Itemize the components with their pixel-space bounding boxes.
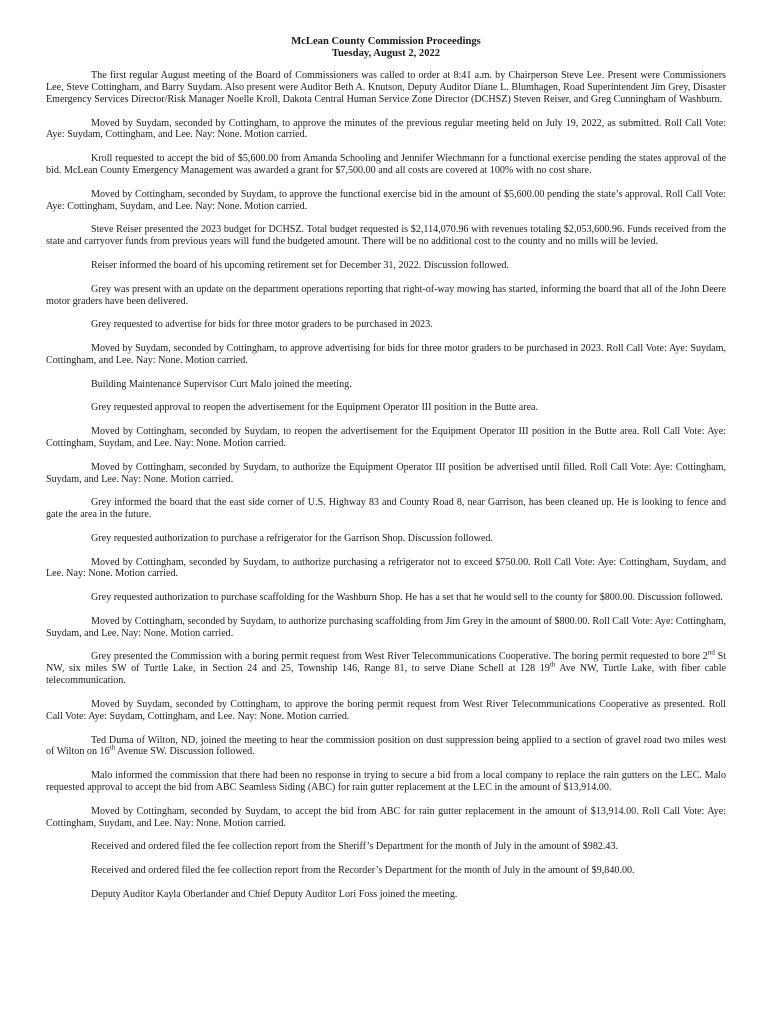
paragraph-exercise-bid-motion: Moved by Cottingham, seconded by Suydam, to approve the functional exercise bid in the amount of $5,600.00 pending the state’s approval. Roll Call Vote: Aye: Cottingham, Suydam, and Lee. Nay: None. Motion carried. (46, 188, 726, 212)
paragraph-operator-reopen-motion: Moved by Cottingham, seconded by Suydam, to reopen the advertisement for the Equipment Operator III position in the Butte area. Roll Call Vote: Aye: Cottingham, Suydam, and Lee. Nay: None. Motion carried. (46, 425, 726, 449)
paragraph-refrigerator-request: Grey requested authorization to purchase a refrigerator for the Garrison Shop. Discussion followed. (91, 532, 493, 544)
dust-sup-1: th (109, 744, 116, 753)
paragraph-road-update: Grey was present with an update on the department operations reporting that right-of-way mowing has started, informing the board that all of the John Deere motor graders have been delivered. (46, 283, 726, 307)
paragraph-rain-gutter-request: Malo informed the commission that there had been no response in trying to secure a bid from a local company to replace the rain gutters on the LEC. Malo requested approval to accept the bid from ABC Seamless Siding (ABC) for rain gutter replacement at the LEC in the amount of $13,914.00. (46, 770, 726, 794)
paragraph-boring-permit-request (46, 651, 726, 687)
paragraph-minutes-approval: Moved by Suydam, seconded by Cottingham, to approve the minutes of the previous regular meeting held on July 19, 2022, as submitted. Roll Call Vote: Aye: Suydam, Cottingham, and Lee. Nay: None. Motion carried. (46, 117, 726, 141)
paragraph-dchsz-budget: Steve Reiser presented the 2023 budget for DCHSZ. Total budget requested is $2,114,070.96 with revenues totaling $2,053,600.96. Funds received from the state and carryover funds from previous years will fund the budgeted amount. There will be no additional cost to the county and no mills will be levied. (46, 224, 726, 248)
paragraph-recorder-fee-report: Received and ordered filed the fee collection report from the Recorder’s Department for the month of July in the amount of $9,840.00. (91, 865, 635, 877)
paragraph-scaffolding-request: Grey requested authorization to purchase scaffolding for the Washburn Shop. He has a set that he would sell to the county for $800.00. Discussion followed. (91, 592, 723, 604)
document-date: Tuesday, August 2, 2022 (331, 48, 441, 59)
paragraph-scaffolding-motion: Moved by Cottingham, seconded by Suydam, to authorize purchasing scaffolding from Jim Grey in the amount of $800.00. Roll Call Vote: Aye: Cottingham, Suydam, and Lee. Nay: None. Motion carried. (46, 615, 726, 639)
boring-text-3: Ave NW, Turtle Lake, with fiber cable telecommunication. (46, 663, 726, 687)
paragraph-operator-advertise-motion: Moved by Cottingham, seconded by Suydam, to authorize the Equipment Operator III position be advertised until filled. Roll Call Vote: Aye: Cottingham, Suydam, and Lee. Nay: None. Motion carried. (46, 461, 726, 485)
paragraph-highway-cleanup: Grey informed the board that the east side corner of U.S. Highway 83 and County Road 8, near Garrison, has been cleaned up. He is looking to fence and gate the area in the future. (46, 497, 726, 521)
paragraph-auditors-joined: Deputy Auditor Kayla Oberlander and Chief Deputy Auditor Lori Foss joined the meeting. (91, 888, 458, 900)
paragraph-exercise-bid-request: Kroll requested to accept the bid of $5,600.00 from Amanda Schooling and Jennifer Wiechmann for a functional exercise pending the states approval of the bid. McLean County Emergency Management was awarded a grant for $7,500.00 and all costs are covered at 100% with no cost share. (46, 153, 726, 177)
paragraph-grader-bid-motion: Moved by Suydam, seconded by Cottingham, to approve advertising for bids for three motor graders to be purchased in 2023. Roll Call Vote: Aye: Suydam, Cottingham, and Lee. Nay: None. Motion carried. (46, 342, 726, 366)
boring-sup-1: nd (707, 649, 715, 658)
paragraph-call-to-order: The first regular August meeting of the Board of Commissioners was called to order at 8:41 a.m. by Chairperson Steve Lee. Present were Commissioners Lee, Steve Cottingham, and Barry Suydam. Also present were Auditor Beth A. Knutson, Deputy Auditor Diane L. Blumhagen, Road Superintendent Jim Grey, Disaster Emergency Services Director/Risk Manager Noelle Kroll, Dakota Central Human Service Zone Director (DCHSZ) Steven Reiser, and Greg Cunningham of Washburn. (46, 70, 726, 105)
dust-text-2: Avenue SW. Discussion followed. (115, 746, 255, 758)
paragraph-dust-suppression (46, 735, 726, 759)
paragraph-operator-request: Grey requested approval to reopen the advertisement for the Equipment Operator III position in the Butte area. (91, 402, 539, 414)
document-page (46, 36, 726, 913)
paragraph-refrigerator-motion: Moved by Cottingham, seconded by Suydam, to authorize purchasing a refrigerator not to exceed $750.00. Roll Call Vote: Aye: Cottingham, Suydam, and Lee. Nay: None. Motion carried. (46, 556, 726, 580)
proceedings-body (46, 70, 726, 901)
dust-text-1: Ted Duma of Wilton, ND, joined the meeting to hear the commission position on dust suppression being applied to a section of gravel road two miles west of Wilton on 16 (46, 734, 726, 758)
paragraph-malo-joined: Building Maintenance Supervisor Curt Malo joined the meeting. (91, 378, 352, 390)
paragraph-grader-bid-request: Grey requested to advertise for bids for three motor graders to be purchased in 2023. (91, 319, 433, 331)
boring-text-1: Grey presented the Commission with a boring permit request from West River Telecommunications Cooperative. The boring permit requested to bore 2 (91, 651, 708, 663)
paragraph-reiser-retirement: Reiser informed the board of his upcoming retirement set for December 31, 2022. Discussion followed. (91, 259, 509, 271)
boring-sup-2: th (549, 660, 556, 669)
document-title: McLean County Commission Proceedings (291, 36, 481, 47)
paragraph-sheriff-fee-report: Received and ordered filed the fee collection report from the Sheriff’s Department for the month of July in the amount of $982.43. (91, 841, 619, 853)
paragraph-rain-gutter-motion: Moved by Cottingham, seconded by Suydam, to accept the bid from ABC for rain gutter replacement in the amount of $13,914.00. Roll Call Vote: Aye: Cottingham, Suydam, and Lee. Nay: None. Motion carried. (46, 805, 726, 829)
paragraph-boring-permit-motion: Moved by Suydam, seconded by Cottingham, to approve the boring permit request from West River Telecommunications Cooperative as presented. Roll Call Vote: Aye: Suydam, Cottingham, and Lee. Nay: None. Motion carried. (46, 698, 726, 722)
boring-text-2: St NW, six miles SW of Turtle Lake, in Section 24 and 25, Township 146, Range 81, to serve Diane Schell at 128 19 (46, 651, 726, 675)
